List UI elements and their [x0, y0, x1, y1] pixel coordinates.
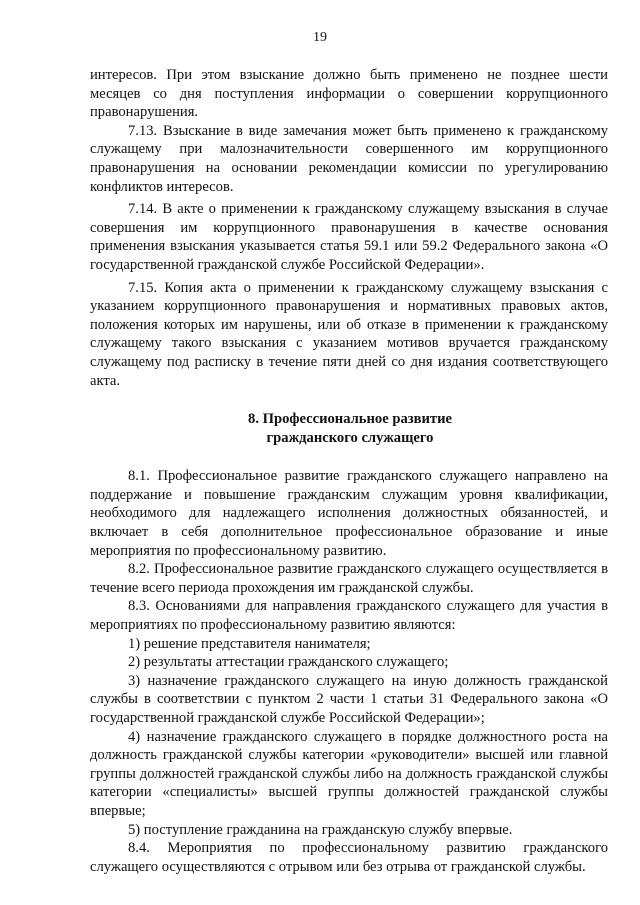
document-body	[90, 66, 608, 876]
section-8-heading-line2: гражданского служащего	[266, 429, 434, 446]
paragraph-8-2: 8.2. Профессиональное развитие гражданского служащего осуществляется в течение всего периода прохождения им гражданской службы.	[90, 561, 608, 596]
list-item-2: 2) результаты аттестации гражданского служащего;	[128, 654, 449, 671]
paragraph-7-13: 7.13. Взыскание в виде замечания может быть применено к гражданскому служащему при малозначительности совершенного им коррупционного правонарушения на основании рекомендации комиссии по урегулированию конфликтов интересов.	[90, 122, 608, 195]
paragraph-8-3: 8.3. Основаниями для направления гражданского служащего для участия в мероприятиях по профессиональному развитию являются:	[90, 598, 608, 634]
page-number: 19	[313, 30, 327, 45]
paragraph-7-15: 7.15. Копия акта о применении к гражданскому служащему взыскания с указанием коррупционного правонарушения и нормативных правовых актов, положения которых им нарушены, или об отказе в применении к гражданскому служащему такого взыскания с указанием мотивов вручается гражданскому служащему под расписку в течение пяти дней со дня издания соответствующего акта.	[90, 279, 608, 389]
paragraph-8-4: 8.4. Мероприятия по профессиональному развитию гражданского служащего осуществляются с отрывом или без отрыва от гражданской службы.	[90, 840, 608, 875]
list-item-4: 4) назначение гражданского служащего в порядке должностного роста на должность гражданской службы категории «руководители» высшей или главной группы должностей гражданской службы либо на должность гражданской службы категории «специалисты» высшей группы должностей гражданской службы впервые;	[90, 728, 608, 819]
section-8-heading-line1: 8. Профессиональное развитие	[248, 411, 452, 428]
list-item-1: 1) решение представителя нанимателя;	[128, 635, 371, 652]
list-item-3: 3) назначение гражданского служащего на иную должность гражданской службы в соответствии с пунктом 2 части 1 статьи 31 Федерального закона «О государственной гражданской службе Российской Федерации»;	[90, 672, 608, 726]
list-item-5: 5) поступление гражданина на гражданскую службу впервые.	[128, 821, 513, 838]
paragraph-continuation: интересов. При этом взыскание должно быть применено не позднее шести месяцев со дня поступления информации о совершении коррупционного правонарушения.	[90, 67, 608, 121]
paragraph-8-1: 8.1. Профессиональное развитие гражданского служащего направлено на поддержание и повышение гражданским служащим уровня квалификации, необходимого для надлежащего исполнения должностных обязанностей, и включает в себя дополнительное профессиональное образование и иные мероприятия по профессиональному развитию.	[90, 468, 608, 559]
paragraph-7-14: 7.14. В акте о применении к гражданскому служащему взыскания в случае совершения им коррупционного правонарушения в качестве основания применения взыскания указывается статья 59.1 или 59.2 Федерального закона «О государственной гражданской службе Российской Федерации».	[90, 201, 608, 273]
